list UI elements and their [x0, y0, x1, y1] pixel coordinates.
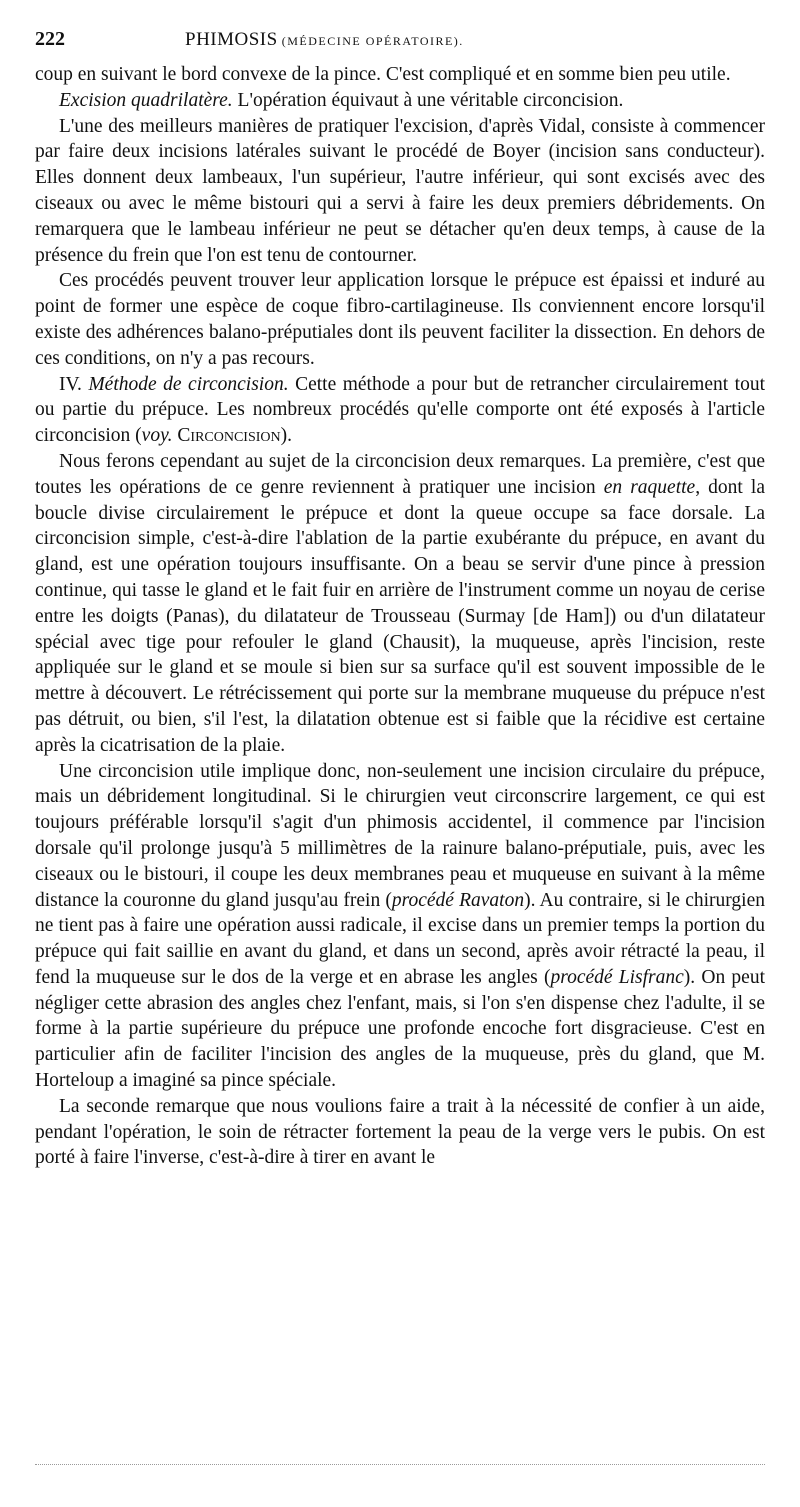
paragraph-methode-circoncision [35, 372, 765, 449]
paragraph-text: ). Au contraire, si le chirurgien ne tient pas à faire une opération aussi radicale, il excise dans un premier temps la portion du prépuce qui fait saillie en avant du gland, et dans un second, après avoir rétracté la peau, il fend la muqueuse sur le dos de la verge et en abrase les angles ( [35, 889, 765, 988]
paragraph-text: Cette méthode a pour but de retrancher circulairement tout ou partie du prépuce. Les nombreux procédés qu'elle comporte ont été exposés à l'article circoncision ( [35, 373, 765, 447]
paragraph-text: Nous ferons cependant au sujet de la circoncision deux remarques. La première, c'est que toutes les opérations de ce genre reviennent à pratiquer une incision [35, 450, 765, 498]
paragraph [35, 268, 765, 371]
paragraph-text: coup en suivant le bord convexe de la pince. C'est compliqué et en somme bien peu utile. [35, 64, 731, 85]
italic-term: en raquette [603, 476, 696, 498]
paragraph-text-end: ). [280, 425, 293, 447]
paragraph-text: Une circoncision utile implique donc, non-seulement une incision circulaire du prépuce, mais un débridement longitudinal. Si le chirurgien veut circonscrire largement, ce qui est toujours préférable lorsqu'il s'agit d'un phimosis accidentel, il commence par l'incision dorsale qu'il prolonge jusqu'à 5 millimètres de la rainure balano-préputiale, puis, avec les ciseaux ou le bistouri, il coupe les deux membranes peau et muqueuse en suivant à la même distance la couronne du gland jusqu'au frein ( [35, 760, 765, 911]
running-title: PHIMOSIS [185, 29, 278, 50]
paragraph-text: La seconde remarque que nous voulions faire a trait à la nécessité de confier à un aide, pendant l'opération, le soin de rétracter fortement la peau de la verge vers le pubis. On est porté à faire l'inverse, c'est-à-dire à tirer en avant le [35, 1095, 765, 1169]
page-number: 222 [35, 28, 65, 50]
paragraph-text: L'opération équivaut à une véritable circoncision. [232, 89, 624, 111]
paragraph-text: ). On peut négliger cette abrasion des angles chez l'enfant, mais, si l'on s'en dispense chez l'adulte, il se forme à la partie supérieure du prépuce une profonde encoche fort disgracieuse. C'est en particulier afin de faciliter l'incision des angles de la muqueuse, près du gland, que M. Horteloup a imaginé sa pince spéciale. [35, 966, 765, 1092]
running-head [35, 28, 765, 62]
paragraph-text: , dont la boucle divise circulairement le prépuce et dont la queue occupe sa face dorsale. La circoncision simple, c'est-à-dire l'ablation de la partie exubérante du prépuce, en avant du gland, est une opération toujours insuffisante. On a beau se servir d'une pince à pression continue, qui tasse le gland et le fait fuir en arrière de l'instrument comme un noyau de cerise entre les doigts (Panas), du dilatateur de Trousseau (Surmay [de Ham]) ou d'un dilatateur spécial avec tige pour refouler le gland (Chausit), la muqueuse, après l'incision, reste appliquée sur le gland et se moule si bien sur sa surface qu'il est souvent impossible de le mettre à découvert. Le rétrécissement qui porte sur la membrane muqueuse du prépuce n'est pas détruit, ou bien, s'il l'est, la dilatation obtenue est si faible que la récidive est certaine après la cicatrisation de la plaie. [35, 476, 765, 756]
paragraph [35, 1094, 765, 1171]
italic-term: procédé Lisfranc [550, 966, 684, 988]
paragraph [35, 114, 765, 269]
section-number: IV. [59, 373, 82, 395]
paragraph-excision-quadrilatere [35, 88, 765, 114]
body-text [35, 62, 765, 1171]
paragraph-text: L'une des meilleurs manières de pratiquer l'excision, d'après Vidal, consiste à commencer par faire deux incisions latérales suivant le procédé de Boyer (incision sans conducteur). Elles donnent deux lambeaux, l'un supérieur, l'autre inférieur, qui sont excisés avec des ciseaux ou avec le même bistouri qui a servi à faire les deux premiers débridements. On remarquera que le lambeau inférieur ne peut se détacher qu'en deux temps, à cause de la présence du frein que l'on est tenu de contourner. [35, 115, 765, 266]
section-heading: Excision quadrilatère. [59, 89, 233, 111]
footer-dotted-rule [35, 1464, 765, 1465]
section-heading: Méthode de circoncision. [88, 373, 289, 395]
paragraph-continuation [35, 62, 765, 88]
document-page [35, 28, 765, 1171]
italic-term: procédé Ravaton [391, 889, 525, 911]
paragraph-text: Ces procédés peuvent trouver leur application lorsque le prépuce est épaissi et induré au point de former une espèce de coque fibro-cartilagineuse. Ils conviennent encore lorsqu'il existe des adhérences balano-préputiales dont ils peuvent faciliter la dissection. En dehors de ces conditions, on n'y a pas recours. [35, 270, 765, 369]
cross-reference-voy: voy. [141, 425, 173, 447]
paragraph [35, 449, 765, 759]
cross-reference-term: Circoncision [177, 425, 281, 447]
running-subtitle: (MÉDECINE OPÉRATOIRE). [281, 34, 464, 48]
paragraph [35, 759, 765, 1094]
